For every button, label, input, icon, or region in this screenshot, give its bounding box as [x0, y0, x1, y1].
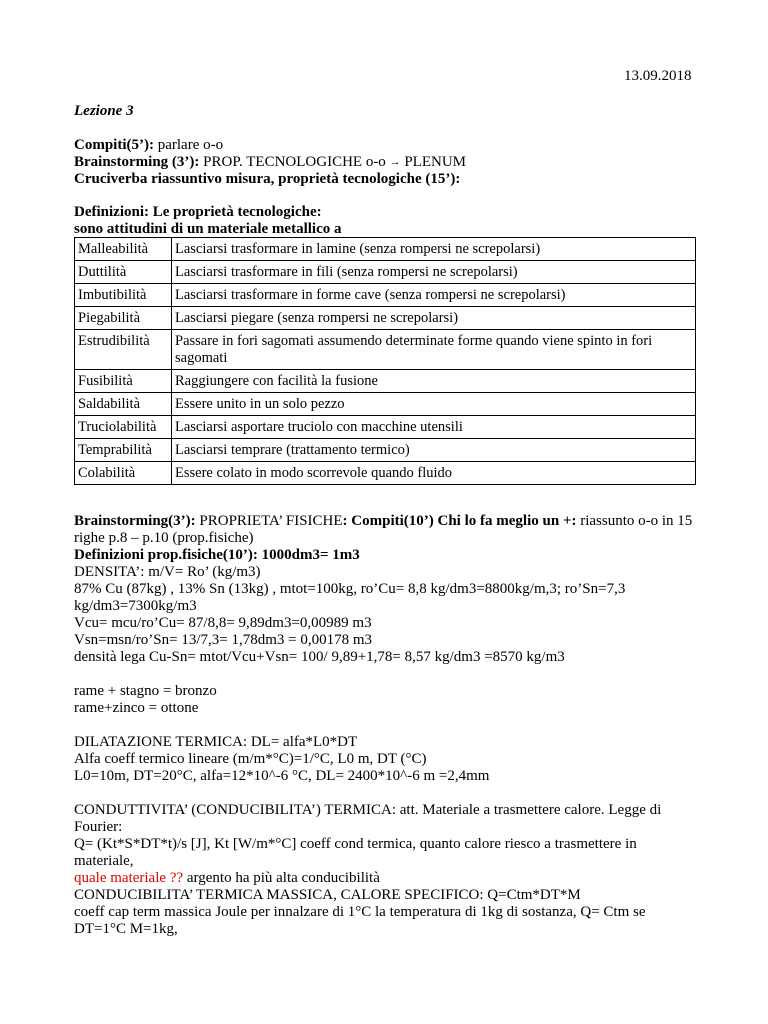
compiti-text: parlare o-o [153, 137, 224, 153]
property-definition: Passare in fori sagomati assumendo determinate forme quando viene spinto in fori sagomati [172, 330, 696, 370]
brainstorm-label: Brainstorming (3’): [74, 154, 200, 170]
densita-line-0: DENSITA’: m/V= Ro’ (kg/m3) [74, 564, 261, 580]
table-row [75, 238, 696, 261]
property-definition: Essere unito in un solo pezzo [172, 393, 696, 416]
property-definition: Lasciarsi trasformare in forme cave (senza rompersi ne screpolarsi) [172, 284, 696, 307]
spacer [74, 666, 698, 683]
cruciverba-line [74, 171, 698, 188]
brainstorm-text: PROP. TECNOLOGICHE o-o [199, 154, 390, 170]
conduttivita-line-0: CONDUTTIVITA’ (CONDUCIBILITA’) TERMICA: att. Materiale a trasmettere calore. Legge di Fourier: [74, 802, 662, 835]
dilatazione-line-1: Alfa coeff termico lineare (m/m*°C)=1/°C, L0 m, DT (°C) [74, 751, 427, 767]
compiti2-text: riassunto o-o in 15 righe p.8 – p.10 (prop.fisiche) [74, 513, 693, 546]
plenum-text: PLENUM [400, 154, 466, 170]
property-definition: Lasciarsi trasformare in fili (senza rompersi ne screpolarsi) [172, 261, 696, 284]
table-row [75, 307, 696, 330]
compiti-line [74, 137, 698, 154]
property-definition: Lasciarsi asportare truciolo con macchine utensili [172, 416, 696, 439]
densita-line-2: Vcu= mcu/ro’Cu= 87/8,8= 9,89dm3=0,00989 m3 [74, 615, 372, 631]
definitions-heading [74, 204, 698, 238]
spacer [74, 785, 698, 802]
property-term: Piegabilità [75, 307, 172, 330]
table-row [75, 261, 696, 284]
property-term: Colabilità [75, 462, 172, 485]
conduttivita-line-1: Q= (Kt*S*DT*t)/s [J], Kt [W/m*°C] coeff cond termica, quanto calore riesco a trasmettere in materiale, [74, 836, 637, 869]
compiti-label: Compiti(5’): [74, 137, 154, 153]
property-definition: Lasciarsi temprare (trattamento termico) [172, 439, 696, 462]
question-line [74, 870, 698, 887]
compiti2-label: : Compiti(10’) Chi lo fa meglio un +: [342, 513, 577, 529]
brainstorm2-text: PROPRIETA’ FISICHE [195, 513, 343, 529]
densita-line-1: 87% Cu (87kg) , 13% Sn (13kg) , mtot=100kg, ro’Cu= 8,8 kg/dm3=8800kg/m,3; ro’Sn=7,3 kg/dm3=7300kg/m3 [74, 581, 626, 614]
property-definition: Essere colato in modo scorrevole quando fluido [172, 462, 696, 485]
def2-line [74, 547, 698, 564]
massica-line-0: CONDUCIBILITA’ TERMICA MASSICA, CALORE SPECIFICO: Q=Ctm*DT*M [74, 887, 581, 903]
table-row [75, 330, 696, 370]
arrow-icon: → [389, 156, 401, 169]
cruciverba-text: Cruciverba riassuntivo misura, proprietà tecnologiche (15’): [74, 171, 461, 188]
definitions-line-2 [74, 221, 698, 238]
table-row [75, 284, 696, 307]
date-text: 13.09.2018 [624, 68, 692, 84]
brainstorm2-line [74, 513, 698, 547]
property-term: Saldabilità [75, 393, 172, 416]
spacer [74, 717, 698, 734]
table-row [75, 439, 696, 462]
question-rest-text: argento ha più alta conducibilità [183, 870, 380, 886]
table-row [75, 416, 696, 439]
physical-properties-block [74, 513, 698, 938]
definitions-text-1: Definizioni: Le proprietà tecnologiche: [74, 204, 322, 220]
definitions-line-1 [74, 204, 698, 221]
table-row [75, 462, 696, 485]
property-term: Imbutibilità [75, 284, 172, 307]
brainstorm-line [74, 154, 698, 171]
properties-table-body [75, 238, 696, 485]
massica-line-1: coeff cap term massica Joule per innalzare di 1°C la temperatura di 1kg di sostanza, Q= Ctm se DT=1°C M=1kg, [74, 904, 646, 937]
table-row [75, 393, 696, 416]
property-term: Truciolabilità [75, 416, 172, 439]
property-term: Fusibilità [75, 370, 172, 393]
intro-block [74, 137, 698, 188]
alloy-line-0: rame + stagno = bronzo [74, 683, 217, 699]
property-definition: Lasciarsi piegare (senza rompersi ne screpolarsi) [172, 307, 696, 330]
dilatazione-line-2: L0=10m, DT=20°C, alfa=12*10^-6 °C, DL= 2400*10^-6 m =2,4mm [74, 768, 490, 784]
densita-line-4: densità lega Cu-Sn= mtot/Vcu+Vsn= 100/ 9,89+1,78= 8,57 kg/dm3 =8570 kg/m3 [74, 649, 565, 665]
property-term: Duttilità [75, 261, 172, 284]
definitions-text-2: sono attitudini di un materiale metallico a [74, 221, 342, 237]
property-term: Temprabilità [75, 439, 172, 462]
def2-label: Definizioni prop.fisiche(10’): 1000dm3= 1m3 [74, 547, 360, 563]
properties-table [74, 237, 696, 485]
property-term: Malleabilità [75, 238, 172, 261]
table-row [75, 370, 696, 393]
brainstorm2-label: Brainstorming(3’): [74, 513, 196, 529]
densita-line-3: Vsn=msn/ro’Sn= 13/7,3= 1,78dm3 = 0,00178 m3 [74, 632, 373, 648]
lesson-title: Lezione 3 [74, 103, 134, 119]
dilatazione-line-0: DILATAZIONE TERMICA: DL= alfa*L0*DT [74, 734, 358, 750]
property-term: Estrudibilità [75, 330, 172, 370]
property-definition: Lasciarsi trasformare in lamine (senza rompersi ne screpolarsi) [172, 238, 696, 261]
question-red-text: quale materiale ?? [74, 870, 184, 886]
alloy-line-1: rame+zinco = ottone [74, 700, 199, 716]
property-definition: Raggiungere con facilità la fusione [172, 370, 696, 393]
